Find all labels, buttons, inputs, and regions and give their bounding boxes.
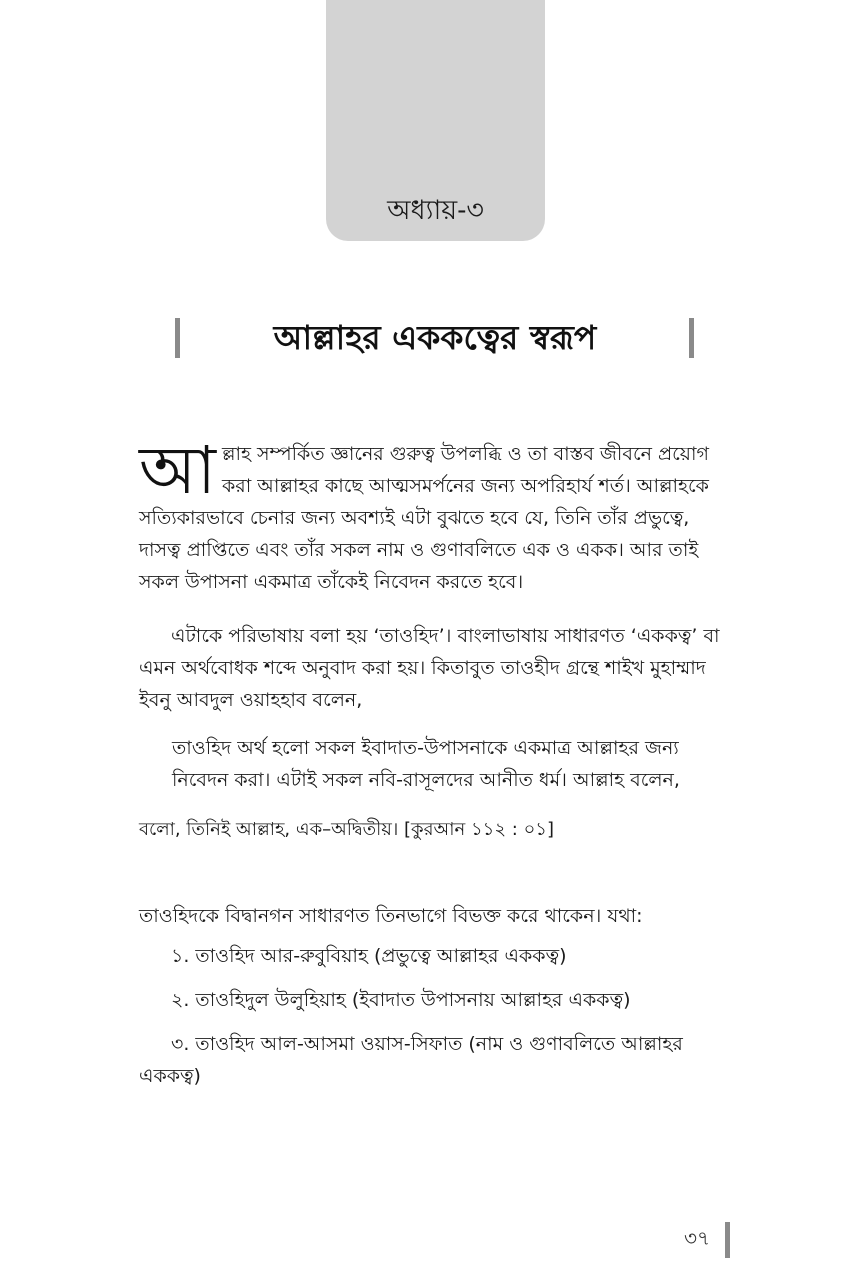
list-item: ১. তাওহিদ আর-রুবুবিয়াহ (প্রভুত্বে আল্লাহর এককত্ব)	[171, 945, 567, 967]
list-item: ৩. তাওহিদ আল-আসমা ওয়াস-সিফাত (নাম ও গুণাবলিতে আল্লাহর এককত্ব)	[139, 1033, 683, 1087]
page-number: ৩৭	[684, 1226, 711, 1250]
category-list	[139, 940, 733, 1104]
chapter-label: অধ্যায়-৩	[387, 195, 484, 226]
quran-verse: বলো, তিনিই আল্লাহ, এক–অদ্বিতীয়। [কুরআন ১১২ : ০১]	[139, 819, 554, 840]
chapter-tab	[326, 0, 545, 241]
drop-cap: আ	[139, 432, 216, 509]
paragraph-definition: এটাকে পরিভাষায় বলা হয় ‘তাওহিদ’। বাংলাভাষায় সাধারণত ‘এককত্ব’ বা এমন অর্থবোধক শব্দে অনুবাদ করা হয়। কিতাবুত তাওহীদ গ্রন্থে শাইখ মুহাম্মাদ ইবনু আবদুল ওয়াহহাব বলেন,	[139, 625, 720, 711]
block-quote: তাওহিদ অর্থ হলো সকল ইবাদাত-উপাসনাকে একমাত্র আল্লাহর জন্য নিবেদন করা। এটাই সকল নবি-রাসূলদের আনীত ধর্ম। আল্লাহ বলেন,	[172, 737, 680, 791]
paragraph-categories: তাওহিদকে বিদ্বানগন সাধারণত তিনভাগে বিভক্ত করে থাকেন। যথা:	[139, 905, 643, 927]
title-bar-right	[689, 318, 694, 358]
page-number-bar	[725, 1222, 730, 1258]
page-title: আল্লাহর এককত্বের স্বরূপ	[273, 318, 597, 357]
paragraph-intro-text: ল্লাহ সম্পর্কিত জ্ঞানের গুরুত্ব উপলব্ধি ও তা বাস্তব জীবনে প্রয়োগ করা আল্লাহর কাছে আত্মসমর্পনের জন্য অপরিহার্য শর্ত। আল্লাহকে সত্যিকারভাবে চেনার জন্য অবশ্যই এটা বুঝতে হবে যে, তিনি তাঁর প্রভুত্বে, দাসত্ব প্রাপ্তিতে এবং তাঁর সকল নাম ও গুণাবলিতে এক ও একক। আর তাই সকল উপাসনা একমাত্র তাঁকেই নিবেদন করতে হবে।	[139, 443, 709, 593]
paragraph-intro	[139, 432, 733, 598]
list-item: ২. তাওহিদুল উলুহিয়াহ (ইবাদাত উপাসনায় আল্লাহর এককত্ব)	[171, 989, 631, 1011]
title-bar-left	[175, 318, 180, 358]
